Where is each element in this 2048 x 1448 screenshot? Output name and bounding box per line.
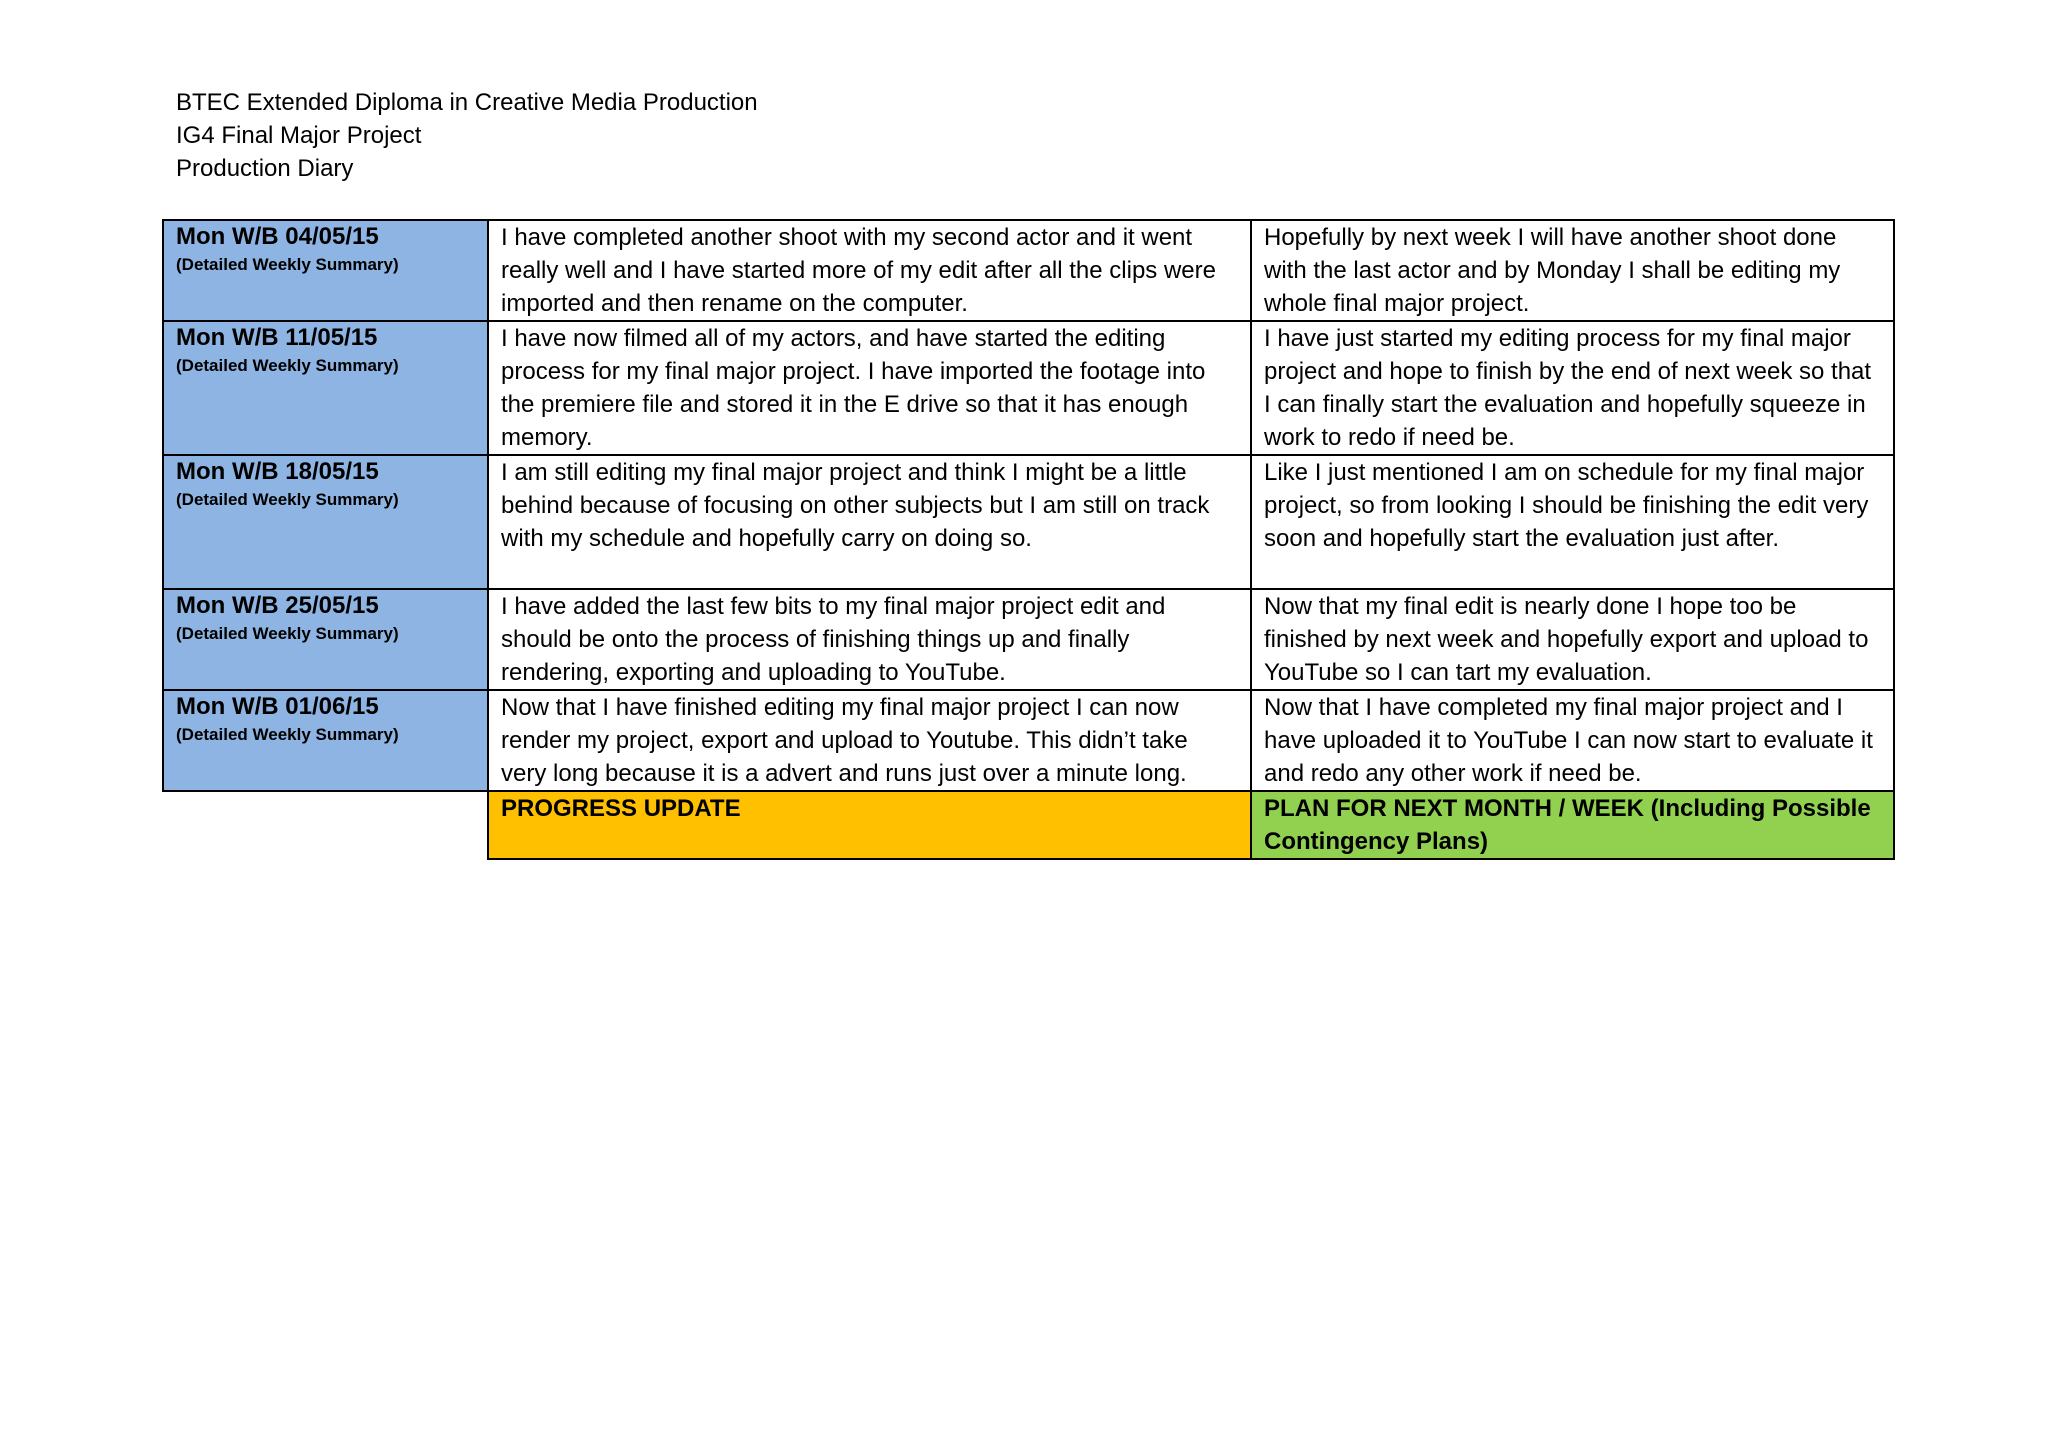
table-row: [163, 589, 1894, 690]
plan-cell: I have just started my editing process for my final major project and hope to finish by the end of next week so that I can finally start the evaluation and hopefully squeeze in work to redo if need be.: [1251, 321, 1894, 455]
course-title: BTEC Extended Diploma in Creative Media Production: [176, 89, 758, 116]
week-summary-label: (Detailed Weekly Summary): [176, 490, 399, 509]
heading-row: [163, 791, 1894, 859]
week-summary-label: (Detailed Weekly Summary): [176, 356, 399, 375]
week-label: Mon W/B 25/05/15: [176, 592, 379, 619]
plan-cell: Now that I have completed my final major project and I have uploaded it to YouTube I can now start to evaluate it and redo any other work if need be.: [1251, 690, 1894, 791]
document-title: Production Diary: [176, 155, 354, 182]
table-row: [163, 690, 1894, 791]
table-row: [163, 321, 1894, 455]
week-cell: [163, 690, 488, 791]
progress-update-heading: PROGRESS UPDATE: [488, 791, 1251, 859]
progress-cell: Now that I have finished editing my final major project I can now render my project, export and upload to Youtube. This didn’t take very long because it is a advert and runs just over a minute long.: [488, 690, 1251, 791]
document-header: [176, 86, 758, 185]
progress-cell: I have now filmed all of my actors, and have started the editing process for my final major project. I have imported the footage into the premiere file and stored it in the E drive so that it has enough memory.: [488, 321, 1251, 455]
week-label: Mon W/B 01/06/15: [176, 693, 379, 720]
week-summary-label: (Detailed Weekly Summary): [176, 624, 399, 643]
week-summary-label: (Detailed Weekly Summary): [176, 255, 399, 274]
production-diary-table: [162, 219, 1895, 860]
week-label: Mon W/B 18/05/15: [176, 458, 379, 485]
progress-cell: I am still editing my final major project and think I might be a little behind because of focusing on other subjects but I am still on track with my schedule and hopefully carry on doing so.: [488, 455, 1251, 589]
plan-next-heading: PLAN FOR NEXT MONTH / WEEK (Including Possible Contingency Plans): [1251, 791, 1894, 859]
week-label: Mon W/B 04/05/15: [176, 223, 379, 250]
progress-cell: I have added the last few bits to my final major project edit and should be onto the process of finishing things up and finally rendering, exporting and uploading to YouTube.: [488, 589, 1251, 690]
plan-cell: Like I just mentioned I am on schedule for my final major project, so from looking I should be finishing the edit very soon and hopefully start the evaluation just after.: [1251, 455, 1894, 589]
table-row: [163, 220, 1894, 321]
plan-cell: Hopefully by next week I will have another shoot done with the last actor and by Monday I shall be editing my whole final major project.: [1251, 220, 1894, 321]
week-label: Mon W/B 11/05/15: [176, 324, 378, 351]
week-summary-label: (Detailed Weekly Summary): [176, 725, 399, 744]
unit-title: IG4 Final Major Project: [176, 122, 422, 149]
week-cell: [163, 455, 488, 589]
table-row: [163, 455, 1894, 589]
blank-cell: [163, 791, 488, 859]
week-cell: [163, 220, 488, 321]
progress-cell: I have completed another shoot with my second actor and it went really well and I have started more of my edit after all the clips were imported and then rename on the computer.: [488, 220, 1251, 321]
plan-cell: Now that my final edit is nearly done I hope too be finished by next week and hopefully export and upload to YouTube so I can tart my evaluation.: [1251, 589, 1894, 690]
week-cell: [163, 321, 488, 455]
week-cell: [163, 589, 488, 690]
